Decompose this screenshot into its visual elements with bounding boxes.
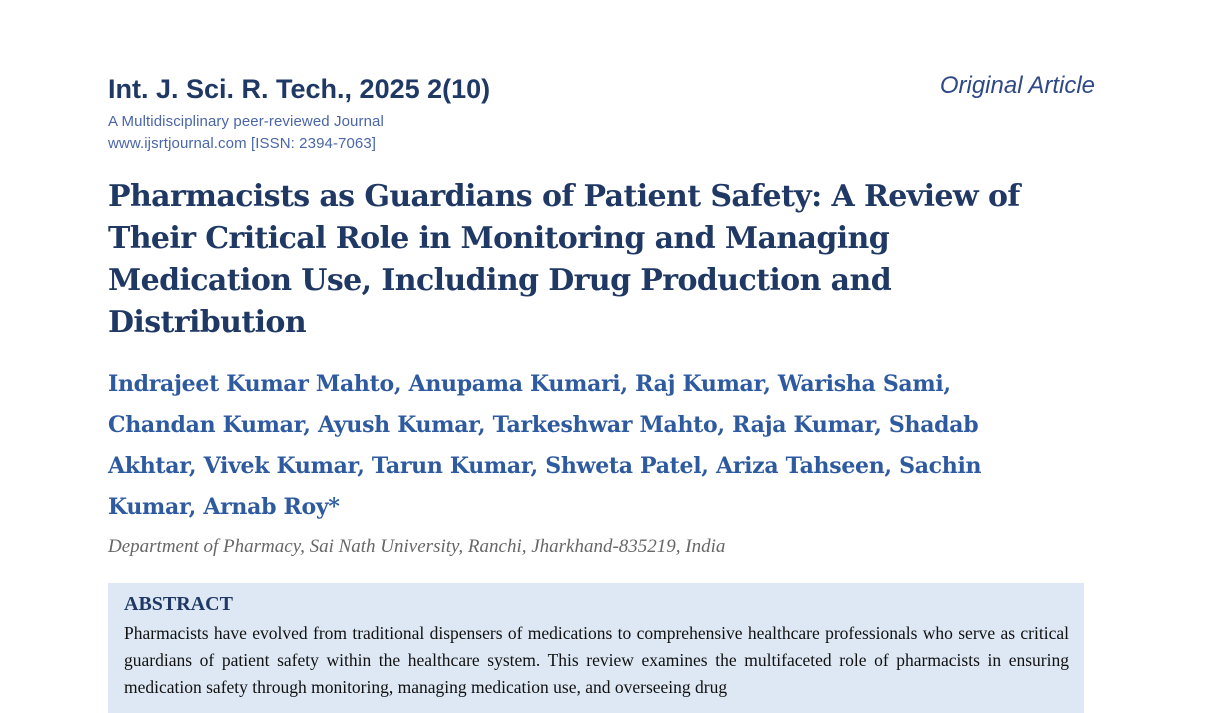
paper-title: Pharmacists as Guardians of Patient Safety: A Review of Their Critical Role in Monitoring and Managing Medication Use, Including Drug Production and Distribution [108, 179, 1020, 340]
abstract-text: Pharmacists have evolved from traditional dispensers of medications to comprehensive healthcare professionals who serve as critical guardians of patient safety within the healthcare system. This review examines the multifaceted role of pharmacists in ensuring medication safety through monitoring, managing medication use, and overseeing drug [124, 623, 1069, 697]
abstract-section [108, 583, 1084, 713]
journal-description: A Multidisciplinary peer-reviewed Journal [108, 113, 384, 130]
author-list: Indrajeet Kumar Mahto, Anupama Kumari, Raj Kumar, Warisha Sami, Chandan Kumar, Ayush Kumar, Tarkeshwar Mahto, Raja Kumar, Shadab Akhtar, Vivek Kumar, Tarun Kumar, Shweta Patel, Ariza Tahseen, Sachin Kumar, Arnab Roy* [108, 371, 982, 520]
journal-title: Int. J. Sci. R. Tech., 2025 2(10) [108, 74, 491, 104]
article-type-label: Original Article [939, 72, 1095, 99]
journal-website-link[interactable]: www.ijsrtjournal.com [ISSN: 2394-7063] [108, 135, 377, 152]
abstract-heading: ABSTRACT [124, 593, 233, 615]
affiliation: Department of Pharmacy, Sai Nath University, Ranchi, Jharkhand-835219, India [108, 536, 726, 557]
